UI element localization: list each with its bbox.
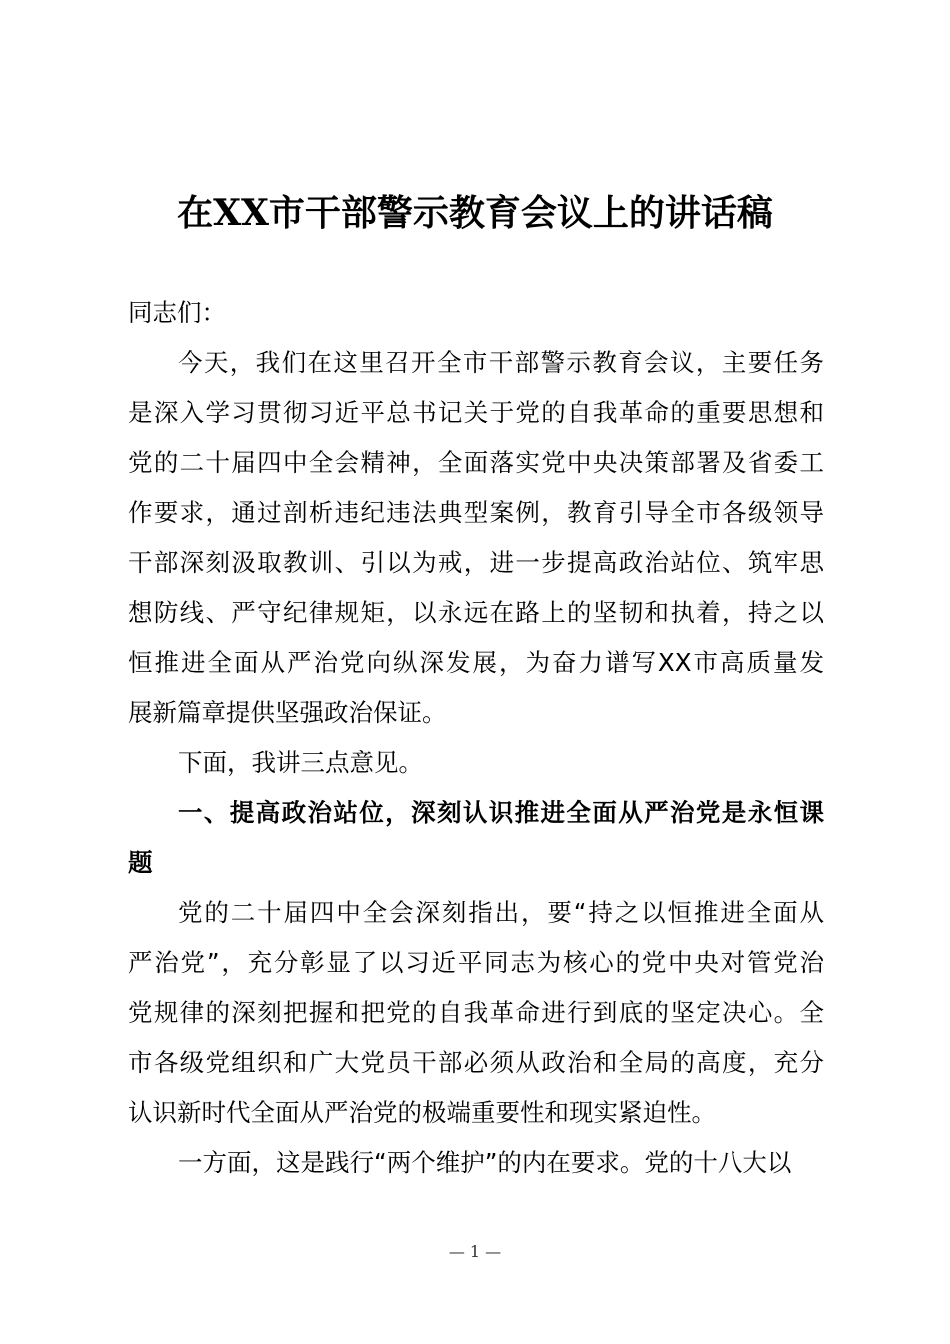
page-number: — 1 — (448, 1242, 502, 1261)
text-line: 展新篇章提供坚强政治保证。 (128, 698, 447, 727)
text-line: 是深入学习贯彻习近平总书记关于党的自我革命的重要思想和 (128, 398, 824, 427)
text-line: 一方面，这是践行“两个维护”的内在要求。党的十八大以 (178, 1148, 792, 1177)
text-line: 干部深刻汲取教训、引以为戒，进一步提高政治站位、筑牢思 (128, 548, 824, 577)
text-line: 党的二十届四中全会精神，全面落实党中央决策部署及省委工 (128, 448, 824, 477)
paragraph (128, 338, 824, 738)
salutation: 同志们： (128, 298, 226, 327)
section-heading (128, 788, 824, 888)
text-line: 认识新时代全面从严治党的极端重要性和现实紧迫性。 (128, 1098, 716, 1127)
text-line: 一、提高政治站位，深刻认识推进全面从严治党是永恒课 (178, 798, 824, 827)
text-line: 党的二十届四中全会深刻指出，要“持之以恒推进全面从 (178, 898, 824, 927)
paragraph (128, 1138, 824, 1188)
document-body (128, 288, 824, 1188)
paragraph (128, 738, 824, 788)
text-line: 作要求，通过剖析违纪违法典型案例，教育引导全市各级领导 (128, 498, 824, 527)
paragraph (128, 888, 824, 1138)
text-line: 题 (128, 848, 153, 877)
text-line: 下面，我讲三点意见。 (178, 748, 423, 777)
text-line: 党规律的深刻把握和把党的自我革命进行到底的坚定决心。全 (128, 998, 824, 1027)
text-line: 想防线、严守纪律规矩，以永远在路上的坚韧和执着，持之以 (128, 598, 824, 627)
document-title: 在XX市干部警示教育会议上的讲话稿 (177, 192, 773, 234)
text-line: 严治党”，充分彰显了以习近平同志为核心的党中央对管党治 (128, 948, 824, 977)
text-line: 市各级党组织和广大党员干部必须从政治和全局的高度，充分 (128, 1048, 824, 1077)
text-line: 恒推进全面从严治党向纵深发展，为奋力谱写XX市高质量发 (128, 648, 824, 677)
text-line: 今天，我们在这里召开全市干部警示教育会议，主要任务 (178, 348, 824, 377)
